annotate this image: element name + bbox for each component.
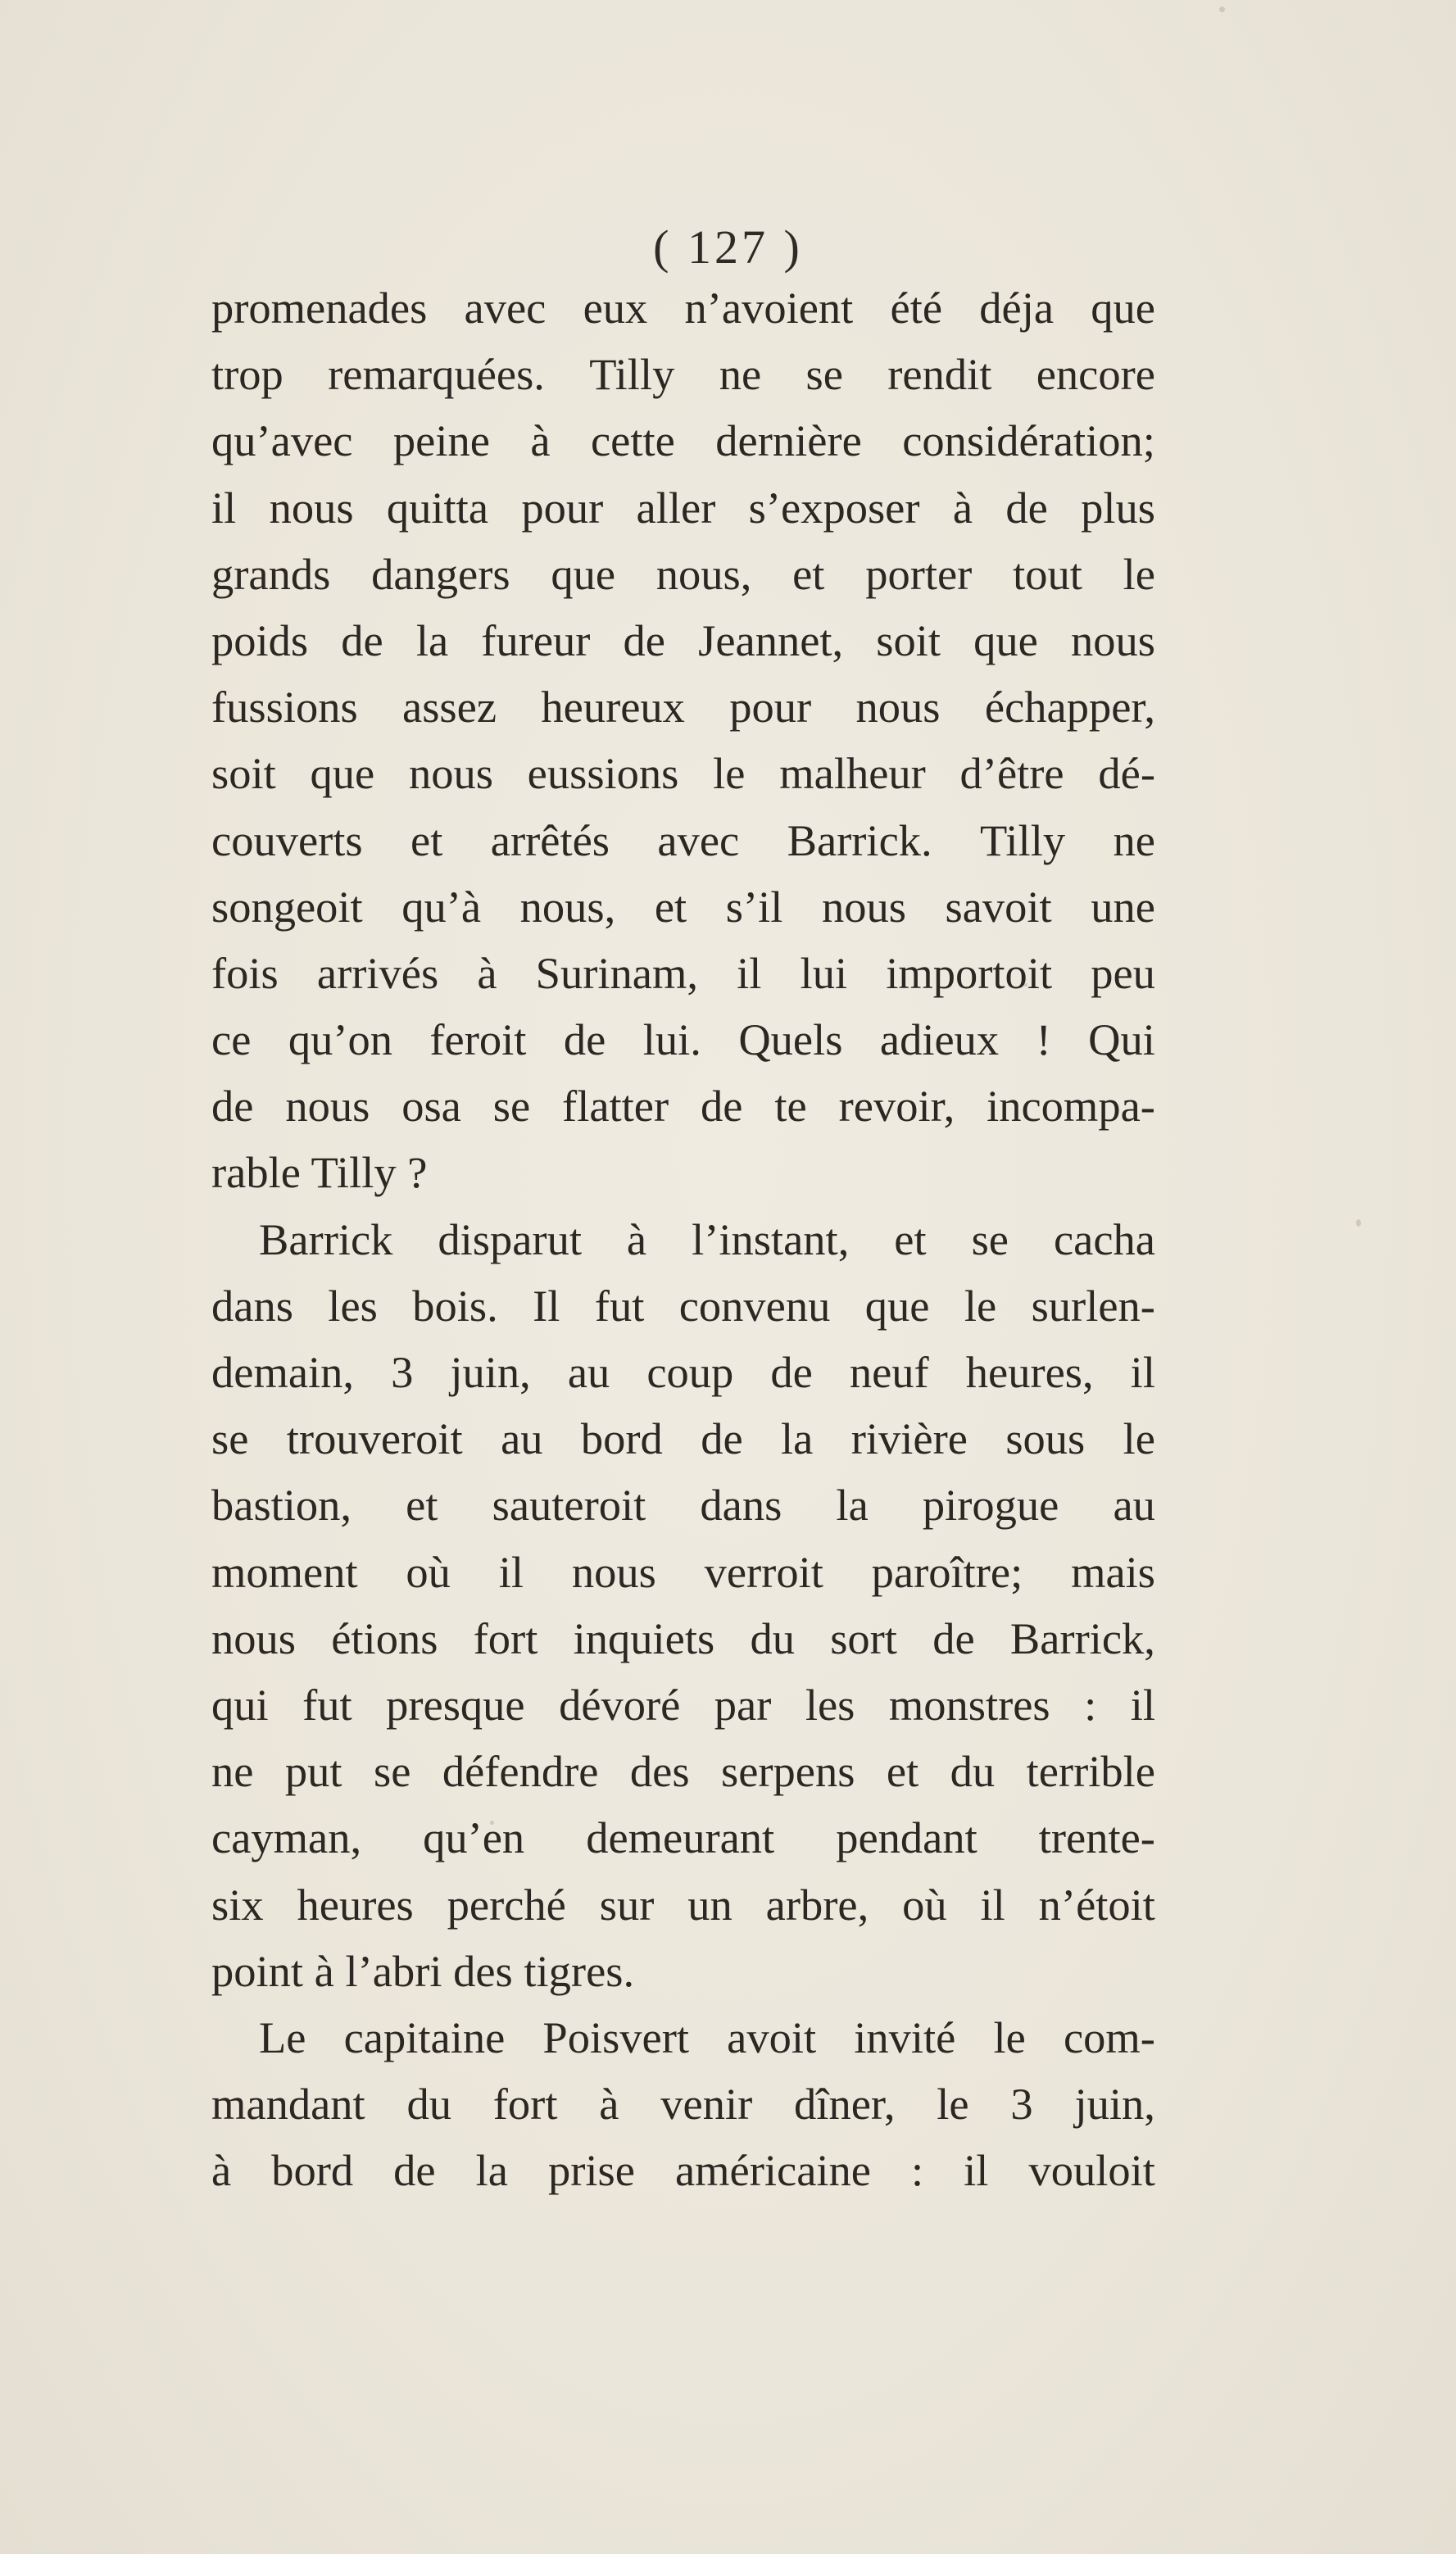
- word: serpens: [720, 1746, 855, 1797]
- word: fort: [473, 1613, 538, 1663]
- word: défendre: [442, 1746, 599, 1797]
- word: s’exposer: [748, 482, 920, 533]
- text-line: [211, 1472, 1155, 1538]
- word: se: [373, 1746, 411, 1797]
- body-text: [211, 274, 1155, 2203]
- word: nous: [821, 881, 906, 932]
- word: le: [713, 748, 746, 799]
- word: l’instant,: [692, 1213, 850, 1264]
- word: par: [714, 1679, 772, 1730]
- word: se: [805, 349, 843, 400]
- word: mais: [1071, 1546, 1155, 1597]
- word: bastion,: [211, 1480, 352, 1531]
- word: que: [310, 748, 375, 799]
- word: trouveroit: [286, 1413, 463, 1464]
- word: nous: [1071, 615, 1155, 665]
- word: fussions: [211, 682, 358, 733]
- word: assez: [402, 682, 497, 733]
- word: Barrick,: [1009, 1613, 1155, 1663]
- word: et: [406, 1480, 438, 1531]
- word: importoit: [886, 947, 1053, 998]
- word: presque: [386, 1679, 525, 1730]
- paper-spot: [1356, 1219, 1361, 1227]
- word: et: [410, 814, 443, 865]
- text-line: [211, 1405, 1155, 1472]
- word: soit: [211, 748, 276, 799]
- text-line: [211, 807, 1155, 873]
- word: et: [792, 548, 825, 599]
- word: Le: [259, 2012, 306, 2062]
- word: été: [890, 283, 943, 333]
- word: à: [211, 2145, 232, 2196]
- word: ne: [211, 1746, 254, 1797]
- word: étions: [331, 1613, 438, 1663]
- word: adieux: [879, 1014, 1000, 1065]
- word: Tilly: [980, 814, 1066, 865]
- word: surlen-: [1031, 1280, 1155, 1331]
- word: dîner,: [794, 2079, 896, 2130]
- word: paroître;: [871, 1546, 1023, 1597]
- word: cayman,: [211, 1812, 362, 1863]
- word: sous: [1005, 1413, 1086, 1464]
- word: juin,: [1074, 2079, 1155, 2130]
- word: qu’on: [288, 1014, 392, 1065]
- word: soit: [876, 615, 941, 665]
- word: les: [805, 1679, 855, 1730]
- word: flatter: [562, 1081, 669, 1132]
- word: nous: [285, 1081, 370, 1132]
- text-line: [211, 341, 1155, 407]
- word: fut: [594, 1280, 645, 1331]
- word: un: [687, 1879, 733, 1930]
- word: incompa-: [987, 1081, 1155, 1132]
- word: américaine: [674, 2145, 871, 2196]
- word: à: [477, 947, 497, 998]
- word: qui: [211, 1679, 269, 1730]
- word: de: [932, 1613, 975, 1663]
- word: dé-: [1098, 748, 1155, 799]
- word: ce: [211, 1014, 252, 1065]
- text-line: [211, 1339, 1155, 1405]
- word: la: [781, 1413, 814, 1464]
- word: dans: [211, 1280, 293, 1331]
- word: trop: [211, 349, 283, 400]
- text-line: [211, 1672, 1155, 1738]
- text-line: [211, 474, 1155, 541]
- word: dans: [700, 1480, 782, 1531]
- word: et: [654, 881, 687, 932]
- word: des: [629, 1746, 690, 1797]
- word: n’avoient: [684, 283, 854, 333]
- word: demeurant: [586, 1812, 775, 1863]
- word: de: [393, 2145, 436, 2196]
- word: pirogue: [922, 1480, 1059, 1531]
- word: que: [864, 1280, 930, 1331]
- word: !: [1036, 1014, 1051, 1065]
- word: perché: [447, 1879, 566, 1930]
- word: dévoré: [559, 1679, 681, 1730]
- word: du: [406, 2079, 451, 2130]
- word: heureux: [541, 682, 685, 733]
- word: qu’en: [423, 1812, 525, 1863]
- word: du: [950, 1746, 996, 1797]
- text-line: [211, 2137, 1155, 2203]
- text-line: [211, 2004, 1155, 2071]
- word: six: [211, 1879, 264, 1930]
- text-line: [211, 1871, 1155, 1938]
- word: nous,: [655, 548, 752, 599]
- word: arbre,: [765, 1879, 869, 1930]
- word: revoir,: [838, 1081, 955, 1132]
- word: peu: [1091, 947, 1155, 998]
- word: arrêtés: [490, 814, 610, 865]
- word: que: [973, 615, 1038, 665]
- word: le: [964, 1280, 997, 1331]
- word: il: [1130, 1679, 1155, 1730]
- text-line: [211, 940, 1155, 1006]
- text-line: [211, 873, 1155, 940]
- word: fureur: [481, 615, 591, 665]
- word: sauteroit: [492, 1480, 646, 1531]
- word: Barrick.: [787, 814, 932, 865]
- word: songeoit: [211, 881, 363, 932]
- word: dernière: [715, 415, 862, 466]
- word: nous: [269, 482, 354, 533]
- word: dangers: [371, 548, 510, 599]
- word: feroit: [429, 1014, 527, 1065]
- word: malheur: [779, 748, 926, 799]
- word: le: [1123, 1413, 1155, 1464]
- word: demain,: [211, 1347, 355, 1397]
- word: à: [626, 1213, 647, 1264]
- word: promenades: [211, 283, 428, 333]
- word: fut: [302, 1679, 352, 1730]
- word: au: [1113, 1480, 1155, 1531]
- word: eux: [583, 283, 648, 333]
- word: com-: [1063, 2012, 1155, 2062]
- word: sur: [599, 1879, 655, 1930]
- word: Poisvert: [542, 2012, 690, 2062]
- text-line: [211, 1272, 1155, 1339]
- word: lui: [800, 947, 848, 998]
- word: considération;: [902, 415, 1155, 466]
- text-line: [211, 541, 1155, 607]
- word: il: [964, 2145, 989, 2196]
- text-line: [211, 2071, 1155, 2137]
- word: et: [886, 1746, 919, 1797]
- word: capitaine: [343, 2012, 506, 2062]
- word: :: [910, 2145, 924, 2196]
- text-line: [211, 740, 1155, 806]
- word: du: [750, 1613, 795, 1663]
- word: Surinam,: [535, 947, 698, 998]
- word: 3: [391, 1347, 414, 1397]
- word: une: [1091, 881, 1155, 932]
- word: bord: [271, 2145, 354, 2196]
- word: il: [498, 1546, 524, 1597]
- word: avec: [464, 283, 547, 333]
- word: le: [993, 2012, 1026, 2062]
- word: Barrick: [259, 1213, 393, 1264]
- word: de: [211, 1081, 254, 1132]
- word: Tilly: [589, 349, 675, 400]
- word: de: [1005, 482, 1048, 533]
- word: cacha: [1053, 1213, 1155, 1264]
- word: de: [341, 615, 383, 665]
- word: déja: [979, 283, 1055, 333]
- text-line: [211, 1073, 1155, 1139]
- word: aller: [636, 482, 716, 533]
- word: neuf: [849, 1347, 929, 1397]
- word: de: [623, 615, 665, 665]
- text-line: [211, 1006, 1155, 1073]
- word: la: [836, 1480, 869, 1531]
- word: bois.: [412, 1280, 498, 1331]
- word: où: [902, 1879, 947, 1930]
- word: Qui: [1088, 1014, 1155, 1065]
- text-line: [211, 1206, 1155, 1272]
- word: que: [1091, 283, 1155, 333]
- word: put: [284, 1746, 342, 1797]
- word: nous: [408, 748, 493, 799]
- word: terrible: [1026, 1746, 1155, 1797]
- word: encore: [1036, 349, 1155, 400]
- word: te: [774, 1081, 807, 1132]
- word: le: [1123, 548, 1155, 599]
- word: cette: [590, 415, 675, 466]
- word: invité: [854, 2012, 956, 2062]
- word: vouloit: [1028, 2145, 1155, 2196]
- word: pour: [729, 682, 812, 733]
- word: heures: [297, 1879, 414, 1930]
- word: rendit: [887, 349, 992, 400]
- word: convenu: [678, 1280, 831, 1331]
- word: que: [551, 548, 616, 599]
- word: trente-: [1038, 1812, 1155, 1863]
- word: de: [770, 1347, 813, 1397]
- word: au: [567, 1347, 610, 1397]
- word: pendant: [836, 1812, 977, 1863]
- word: moment: [211, 1546, 358, 1597]
- text-line: [211, 674, 1155, 740]
- word: il: [980, 1879, 1005, 1930]
- word: de: [563, 1014, 606, 1065]
- word: se: [492, 1081, 531, 1132]
- word: se: [211, 1413, 249, 1464]
- word: osa: [401, 1081, 461, 1132]
- word: de: [701, 1413, 743, 1464]
- word: remarquées.: [328, 349, 545, 400]
- text-line: [211, 1804, 1155, 1871]
- text-line: [211, 407, 1155, 474]
- paper-spot: [1219, 7, 1225, 12]
- word: le: [937, 2079, 969, 2130]
- word: peine: [392, 415, 490, 466]
- word: verroit: [704, 1546, 823, 1597]
- word: sort: [830, 1613, 897, 1663]
- word: grands: [211, 548, 331, 599]
- word: et: [894, 1213, 927, 1264]
- word: tout: [1013, 548, 1082, 599]
- word: arrivés: [316, 947, 439, 998]
- text-line: [211, 1738, 1155, 1804]
- word: nous: [571, 1546, 656, 1597]
- word: nous: [855, 682, 941, 733]
- word: Quels: [738, 1014, 843, 1065]
- word: au: [501, 1413, 543, 1464]
- word: se: [971, 1213, 1009, 1264]
- word: monstres: [888, 1679, 1050, 1730]
- word: à: [599, 2079, 619, 2130]
- text-line: [211, 607, 1155, 674]
- word: à: [952, 482, 973, 533]
- text-line: [211, 1539, 1155, 1605]
- word: :: [1084, 1679, 1097, 1730]
- word: couverts: [211, 814, 363, 865]
- word: poids: [211, 615, 309, 665]
- word: il: [737, 947, 762, 998]
- word: venir: [660, 2079, 753, 2130]
- word: avoit: [727, 2012, 817, 2062]
- word: il: [211, 482, 237, 533]
- word: quitta: [386, 482, 489, 533]
- word: qu’avec: [211, 415, 353, 466]
- word: plus: [1081, 482, 1155, 533]
- word: disparut: [438, 1213, 582, 1264]
- word: à: [530, 415, 551, 466]
- word: 3: [1010, 2079, 1033, 2130]
- word: fois: [211, 947, 279, 998]
- word: ne: [719, 349, 762, 400]
- word: la: [475, 2145, 508, 2196]
- word: savoit: [945, 881, 1052, 932]
- text-line: [211, 274, 1155, 341]
- word: pour: [521, 482, 604, 533]
- word: eussions: [527, 748, 679, 799]
- word: porter: [865, 548, 973, 599]
- word: s’il: [725, 881, 783, 932]
- word: inquiets: [573, 1613, 715, 1663]
- word: nous: [211, 1613, 296, 1663]
- word: Il: [533, 1280, 560, 1331]
- text-line: [211, 1605, 1155, 1672]
- word: bord: [580, 1413, 663, 1464]
- word: mandant: [211, 2079, 365, 2130]
- word: rivière: [850, 1413, 968, 1464]
- text-line: rable Tilly ?: [211, 1147, 428, 1198]
- word: heures,: [965, 1347, 1094, 1397]
- word: où: [406, 1546, 451, 1597]
- word: qu’à: [401, 881, 482, 932]
- word: lui.: [642, 1014, 701, 1065]
- word: de: [701, 1081, 743, 1132]
- text-line: point à l’abri des tigres.: [211, 1945, 635, 1996]
- word: avec: [657, 814, 740, 865]
- word: nous,: [519, 881, 616, 932]
- word: coup: [646, 1347, 734, 1397]
- word: il: [1130, 1347, 1155, 1397]
- word: fort: [492, 2079, 558, 2130]
- page-number: ( 127 ): [653, 220, 803, 274]
- word: la: [415, 615, 449, 665]
- word: Jeannet,: [698, 615, 844, 665]
- word: échapper,: [984, 682, 1155, 733]
- word: ne: [1113, 814, 1155, 865]
- word: d’être: [959, 748, 1064, 799]
- word: les: [328, 1280, 378, 1331]
- word: juin,: [450, 1347, 531, 1397]
- word: prise: [547, 2145, 635, 2196]
- word: n’étoit: [1038, 1879, 1155, 1930]
